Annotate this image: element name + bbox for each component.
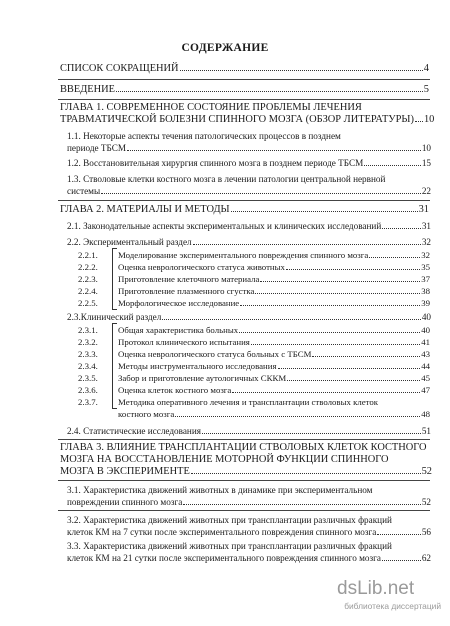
dot-leader xyxy=(364,165,421,166)
dot-leader xyxy=(240,305,420,306)
toc-entry-chapter-3[interactable] xyxy=(60,442,432,478)
dot-leader xyxy=(260,281,420,282)
toc-entry-2-3[interactable] xyxy=(67,311,431,323)
divider xyxy=(58,200,430,201)
toc-entry-1-2[interactable] xyxy=(67,157,431,169)
toc-entry-2-2-4[interactable] xyxy=(78,285,430,297)
page-number: 10 xyxy=(423,114,435,125)
toc-entry-line: ТРАВМАТИЧЕСКОЙ БОЛЕЗНИ СПИННОГО МОЗГА (ОБЗОР ЛИТЕРАТУРЫ) xyxy=(60,114,414,125)
toc-entry-2-2-3[interactable] xyxy=(78,273,430,285)
page-number: 32 xyxy=(421,250,430,260)
page-number: 5 xyxy=(423,84,429,95)
divider xyxy=(58,439,430,440)
page-number: 15 xyxy=(421,158,431,168)
toc-entry-2-1[interactable] xyxy=(67,220,431,232)
page-number: 45 xyxy=(421,373,430,383)
toc-entry-text: 2.1. Законодательные аспекты экспериментальных и клинических исследований xyxy=(67,221,382,231)
toc-entry-text: 2.2. Экспериментальный раздел xyxy=(67,237,192,247)
dot-leader xyxy=(251,344,420,345)
page-number: 4 xyxy=(423,63,429,74)
page-number: 40 xyxy=(421,325,430,335)
dot-leader xyxy=(369,257,420,258)
page-number: 52 xyxy=(421,466,432,477)
toc-entry-text: ГЛАВА 2. МАТЕРИАЛЫ И МЕТОДЫ xyxy=(60,204,230,215)
dot-leader xyxy=(382,228,421,229)
toc-entry-line: 3.3. Характеристика движений животных при трансплантации различных фракций xyxy=(67,541,392,551)
toc-entry-3-1[interactable] xyxy=(67,484,431,508)
toc-entry-line: МОЗГА В ЭКСПЕРИМЕНТЕ xyxy=(60,466,190,477)
divider xyxy=(58,510,430,511)
toc-entry-3-3[interactable] xyxy=(67,540,431,564)
toc-entry-number: 2.2.5. xyxy=(78,298,98,308)
page-number: 32 xyxy=(421,237,431,247)
toc-entry-text: Оценка клеток костного мозга xyxy=(118,385,232,395)
toc-entry-2-2-1[interactable] xyxy=(78,249,430,261)
toc-entry-text: 2.3.Клинический раздел xyxy=(67,312,162,322)
page-number: 47 xyxy=(421,385,430,395)
dot-leader xyxy=(239,332,420,333)
toc-entry-line: периоде ТБСМ xyxy=(67,143,127,153)
toc-entry-text: Морфологическое исследование xyxy=(118,298,240,308)
toc-entry-line: костного мозга xyxy=(118,409,175,419)
toc-entry-number: 2.2.2. xyxy=(78,262,98,272)
toc-entry-line: ГЛАВА 3. ВЛИЯНИЕ ТРАНСПЛАНТАЦИИ СТВОЛОВЫХ КЛЕТОК КОСТНОГО xyxy=(60,442,427,453)
page-number: 10 xyxy=(421,143,431,153)
divider xyxy=(58,480,430,481)
dot-leader xyxy=(286,269,420,270)
toc-entry-number: 2.3.6. xyxy=(78,385,98,395)
toc-entry-text: 1.2. Восстановительная хирургия спинного мозга в позднем периоде ТБСМ xyxy=(67,158,364,168)
toc-entry-text: Протокол клинического испытания xyxy=(118,337,250,347)
toc-entry-number: 2.2.4. xyxy=(78,286,98,296)
page-number: 62 xyxy=(421,553,431,563)
page-number: 43 xyxy=(421,349,430,359)
divider xyxy=(58,79,430,80)
toc-entry-2-3-4[interactable] xyxy=(78,360,430,372)
dot-leader xyxy=(232,392,420,393)
toc-entry-3-2[interactable] xyxy=(67,514,431,538)
toc-entry-1-3[interactable] xyxy=(67,173,431,197)
page-number: 48 xyxy=(421,409,430,419)
dot-leader xyxy=(175,416,420,417)
page-number: 37 xyxy=(421,274,430,284)
page-number: 40 xyxy=(421,312,431,322)
toc-entry-number: 2.3.1. xyxy=(78,325,98,335)
toc-entry-2-4[interactable] xyxy=(67,425,431,437)
toc-entry-text: СПИСОК СОКРАЩЕНИЙ xyxy=(60,63,179,74)
page-number: 39 xyxy=(421,298,430,308)
toc-entry-2-3-7[interactable] xyxy=(78,396,430,420)
toc-entry-line: Методика оперативного лечения и трансплантации стволовых клеток xyxy=(118,397,379,407)
toc-entry-line: 1.1. Некоторые аспекты течения патологических процессов в позднем xyxy=(67,131,341,141)
dot-leader xyxy=(278,368,421,369)
dot-leader xyxy=(377,534,420,535)
watermark-sub: библиотека диссертаций xyxy=(344,601,441,611)
toc-entry-text: ВВЕДЕНИЕ xyxy=(60,84,115,95)
page-number: 31 xyxy=(418,204,429,215)
dot-leader xyxy=(127,150,421,151)
dot-leader xyxy=(382,560,421,561)
toc-entry-text: Забор и приготовление аутологичных СККМ xyxy=(118,373,287,383)
toc-entry-line: повреждении спинного мозга xyxy=(67,497,183,507)
toc-entry-text: Общая характеристика больных xyxy=(118,325,239,335)
page-number: 35 xyxy=(421,262,430,272)
page-title: СОДЕРЖАНИЕ xyxy=(181,42,269,54)
divider xyxy=(58,99,430,100)
toc-entry-2-2[interactable] xyxy=(67,236,431,248)
toc-entry-abbreviations[interactable] xyxy=(60,63,429,75)
toc-entry-line: ГЛАВА 1. СОВРЕМЕННОЕ СОСТОЯНИЕ ПРОБЛЕМЫ ЛЕЧЕНИЯ xyxy=(60,102,362,113)
watermark-main: dsLib.net xyxy=(337,578,415,599)
toc-entry-line: клеток КМ на 21 сутки после экспериментального повреждения спинного мозга xyxy=(67,553,381,563)
dot-leader xyxy=(287,380,420,381)
dot-leader xyxy=(255,293,420,294)
page-number: 51 xyxy=(421,426,431,436)
toc-entry-2-3-3[interactable] xyxy=(78,348,430,360)
toc-entry-2-3-6[interactable] xyxy=(78,384,430,396)
toc-entry-line: 3.2. Характеристика движений животных при трансплантации различных фракций xyxy=(67,515,392,525)
dot-leader xyxy=(116,91,423,92)
toc-entry-number: 2.3.3. xyxy=(78,349,98,359)
toc-entry-text: Моделирование экспериментального повреждения спинного мозга xyxy=(118,250,369,260)
toc-entry-line: системы xyxy=(67,186,101,196)
dot-leader xyxy=(193,244,421,245)
page-number: 31 xyxy=(421,221,431,231)
toc-entry-line: 3.1. Характеристика движений животных в динамике при экспериментальном xyxy=(67,485,373,495)
toc-entry-2-3-1[interactable] xyxy=(78,324,430,336)
toc-entry-text: Приготовление клеточного материала xyxy=(118,274,260,284)
toc-entry-1-1[interactable] xyxy=(67,130,431,154)
dot-leader xyxy=(180,70,423,71)
toc-entry-introduction[interactable] xyxy=(60,84,429,96)
page-number: 44 xyxy=(421,361,430,371)
toc-entry-text: Оценка неврологического статуса больных с ТБСМ xyxy=(118,349,312,359)
dot-leader xyxy=(162,319,420,320)
toc-entry-2-2-5[interactable] xyxy=(78,297,430,309)
dot-leader xyxy=(415,121,423,122)
page-number: 52 xyxy=(421,497,431,507)
dot-leader xyxy=(202,433,421,434)
dot-leader xyxy=(183,504,420,505)
dot-leader xyxy=(231,211,418,212)
toc-entry-text: Оценка неврологического статуса животных xyxy=(118,262,285,272)
toc-entry-number: 2.3.4. xyxy=(78,361,98,371)
page-number: 56 xyxy=(421,527,431,537)
toc-entry-number: 2.3.5. xyxy=(78,373,98,383)
dot-leader xyxy=(312,356,420,357)
watermark-logo xyxy=(337,578,442,618)
toc-entry-line: МОЗГА НА ВОССТАНОВЛЕНИЕ МОТОРНОЙ ФУНКЦИИ СПИННОГО xyxy=(60,454,389,465)
page-number: 41 xyxy=(421,337,430,347)
dot-leader xyxy=(101,193,421,194)
toc-entry-line: 1.3. Стволовые клетки костного мозга в лечении патологии центральной нервной xyxy=(67,174,386,184)
toc-entry-number: 2.3.7. xyxy=(78,397,98,407)
toc-entry-text: Приготовление плазменного сгустка xyxy=(118,286,255,296)
toc-entry-2-2-2[interactable] xyxy=(78,261,430,273)
toc-entry-text: Методы инструментального исследования xyxy=(118,361,277,371)
toc-entry-line: клеток КМ на 7 сутки после экспериментального повреждения спинного мозга xyxy=(67,527,377,537)
toc-entry-2-3-2[interactable] xyxy=(78,336,430,348)
dot-leader xyxy=(191,473,421,474)
toc-entry-text: 2.4. Статистические исследования xyxy=(67,426,201,436)
toc-entry-number: 2.2.3. xyxy=(78,274,98,284)
toc-entry-number: 2.2.1. xyxy=(78,250,98,260)
toc-entry-chapter-2[interactable] xyxy=(60,204,429,216)
page-number: 38 xyxy=(421,286,430,296)
toc-entry-number: 2.3.2. xyxy=(78,337,98,347)
toc-entry-2-3-5[interactable] xyxy=(78,372,430,384)
page-number: 22 xyxy=(421,186,431,196)
toc-entry-chapter-1[interactable] xyxy=(60,102,435,126)
